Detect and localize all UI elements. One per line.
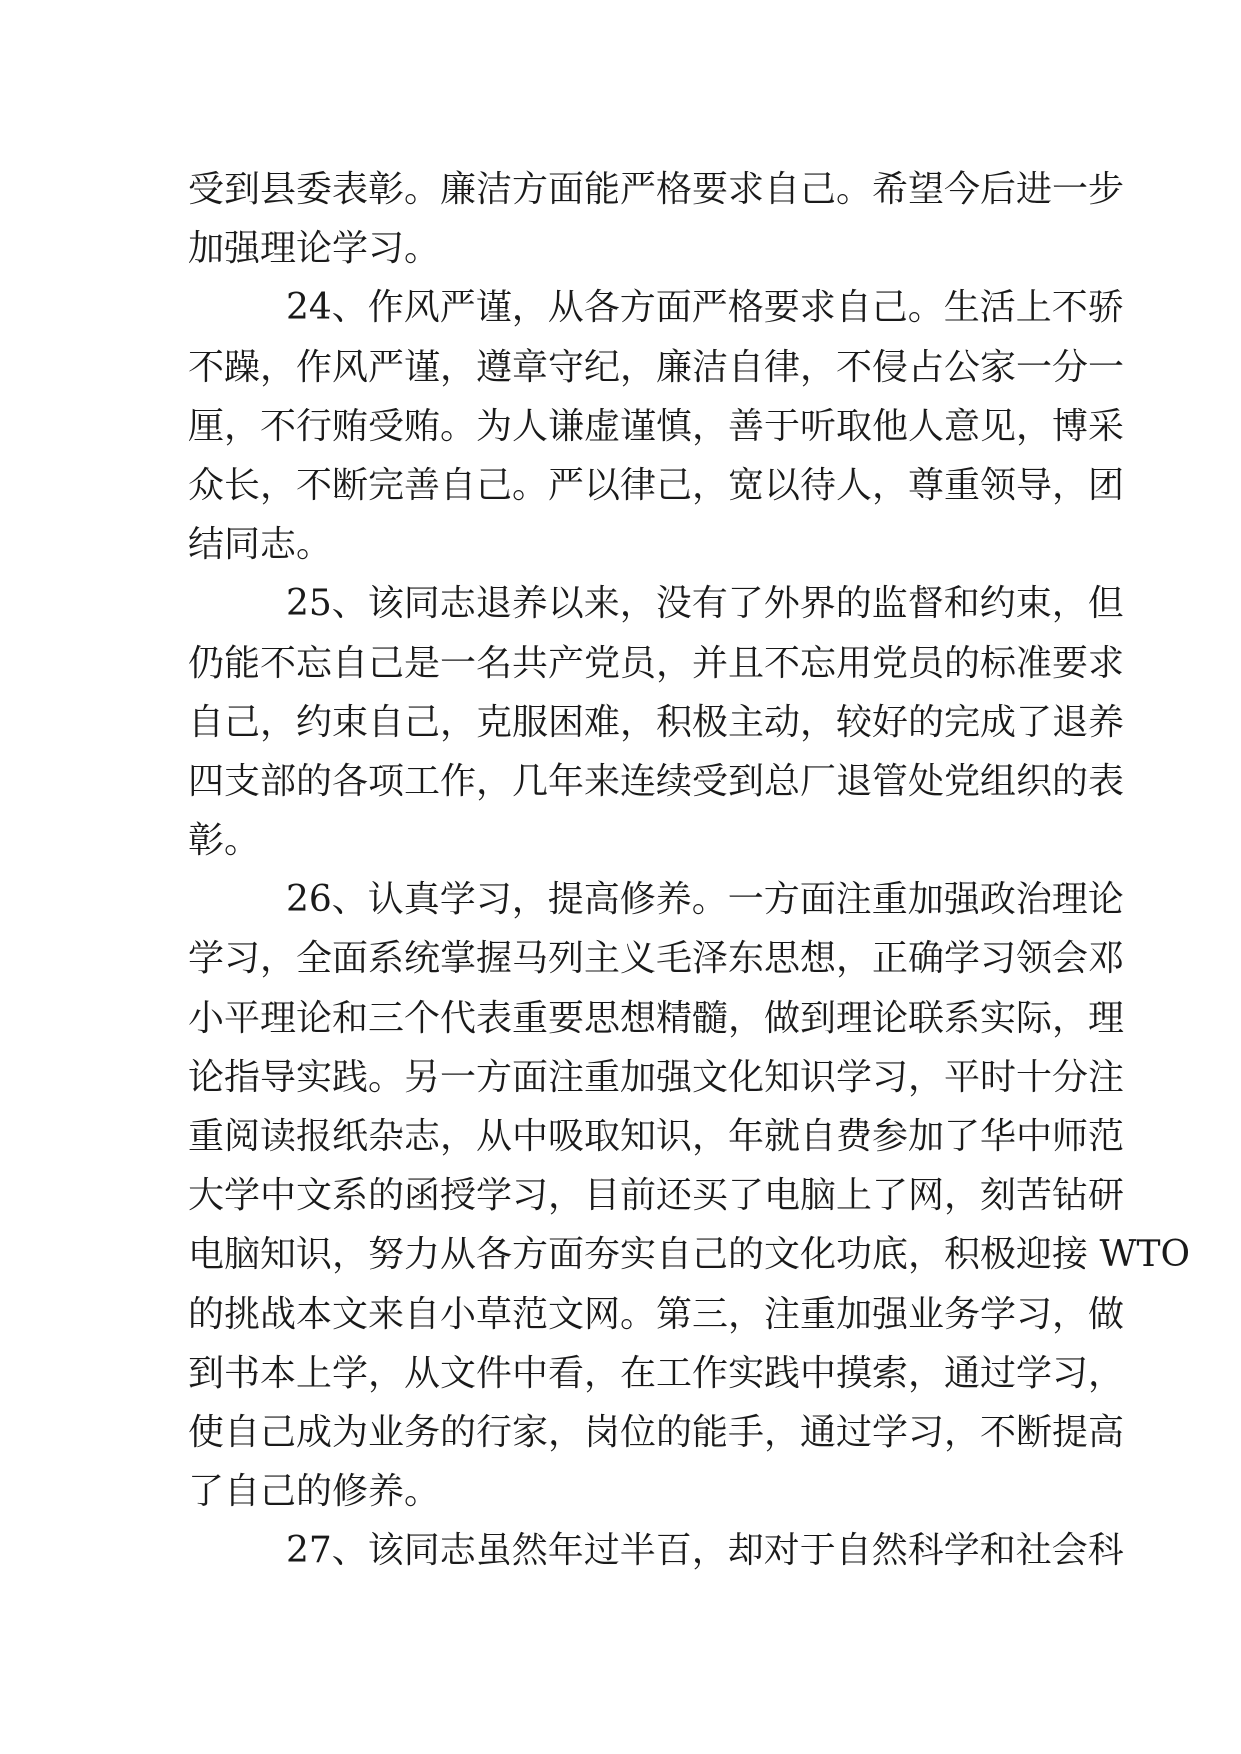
paragraph-26-start: 26、认真学习，提高修养。一方面注重加强政治理论 [286,879,1124,921]
paragraph-25-start: 25、该同志退养以来，没有了外界的监督和约束，但 [286,583,1124,625]
text-line: 结同志。 [188,524,333,566]
paragraph-27-start: 27、该同志虽然年过半百，却对于自然科学和社会科 [286,1530,1124,1572]
text-line: 使自己成为业务的行家，岗位的能手，通过学习，不断提高 [188,1411,1125,1453]
text-line: 电脑知识，努力从各方面夯实自己的文化功底，积极迎接 WTO [188,1234,1190,1276]
text-line: 小平理论和三个代表重要思想精髓，做到理论联系实际，理 [188,997,1125,1039]
text-line: 受到县委表彰。廉洁方面能严格要求自己。希望今后进一步 [188,169,1125,210]
document-page [188,160,1190,1581]
text-line: 四支部的各项工作，几年来连续受到总厂退管处党组织的表 [188,760,1125,802]
text-line: 众长，不断完善自己。严以律己，宽以待人，尊重领导，团 [188,464,1125,506]
text-line: 仍能不忘自己是一名共产党员，并且不忘用党员的标准要求 [188,642,1125,684]
text-line: 到书本上学，从文件中看，在工作实践中摸索，通过学习， [188,1352,1125,1394]
text-line: 了自己的修养。 [188,1471,441,1513]
text-line: 加强理论学习。 [188,228,441,270]
text-line: 学习，全面系统掌握马列主义毛泽东思想，正确学习领会邓 [188,938,1125,980]
text-line: 的挑战本文来自小草范文网。第三，注重加强业务学习，做 [188,1293,1125,1335]
text-line: 厘，不行贿受贿。为人谦虚谨慎，善于听取他人意见，博采 [188,405,1125,447]
paragraph-24-start: 24、作风严谨，从各方面严格要求自己。生活上不骄 [286,287,1124,329]
text-line: 大学中文系的函授学习，目前还买了电脑上了网，刻苦钻研 [188,1175,1125,1217]
text-line: 不躁，作风严谨，遵章守纪，廉洁自律，不侵占公家一分一 [188,346,1125,388]
text-line: 自己，约束自己，克服困难，积极主动，较好的完成了退养 [188,701,1125,743]
text-line: 论指导实践。另一方面注重加强文化知识学习，平时十分注 [188,1056,1125,1098]
text-line: 彰。 [188,820,261,862]
text-line: 重阅读报纸杂志，从中吸取知识，年就自费参加了华中师范 [188,1116,1125,1157]
